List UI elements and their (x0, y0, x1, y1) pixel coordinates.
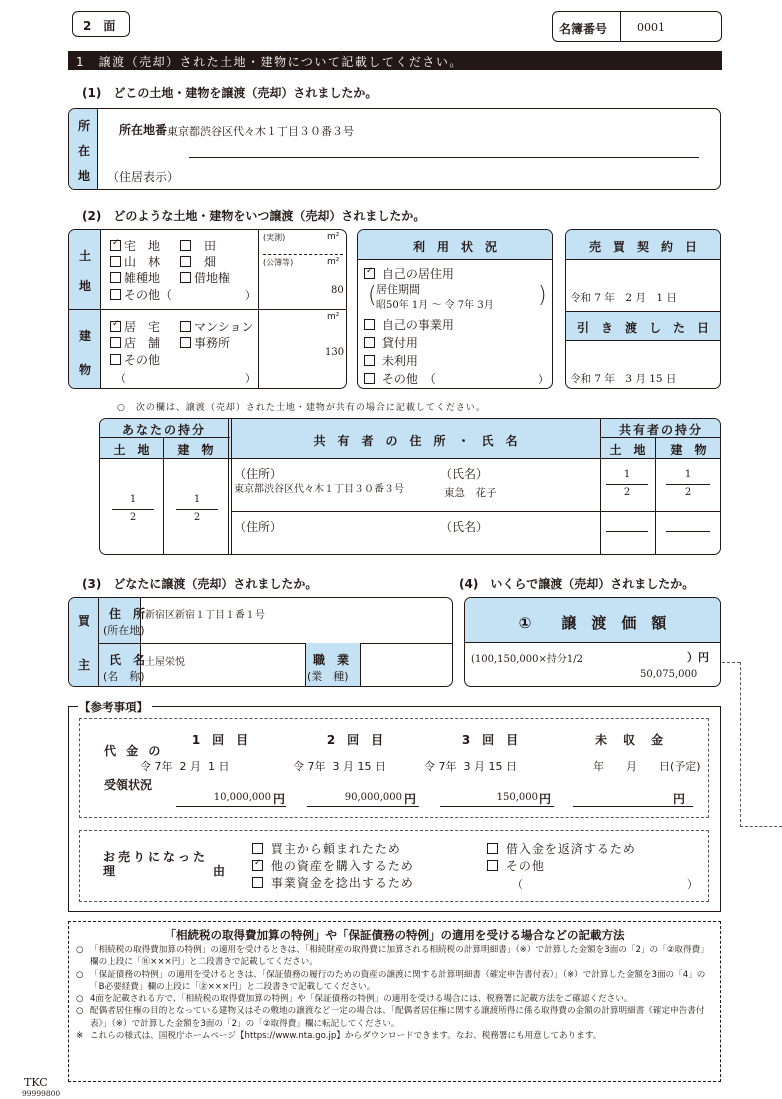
checkbox[interactable] (487, 843, 498, 854)
note-item: ○ 「相続税の取得費加算の特例」の適用を受けるときは、「相続財産の取得費に加算される相続税の計算明細書」（※）で計算した金額を3面の「2」の「②取得費」欄の上段に「㊓×××円」と二段書きで記載してください。 (76, 945, 709, 968)
coowner-2-name-label: （氏名） (440, 520, 489, 534)
building-side-label-2: 物 (79, 363, 92, 377)
building-option-house[interactable]: ✓居 宅 (110, 318, 160, 335)
coowner-2-share-building[interactable] (666, 516, 710, 534)
checkbox[interactable] (487, 860, 498, 871)
lot-number-value[interactable]: 東京都渋谷区代々木１丁目３０番３号 (167, 125, 354, 138)
installment-3-yen: 円 (539, 792, 552, 806)
buyer-side-label-1: 買 (78, 614, 91, 628)
building-side-label-1: 建 (79, 329, 92, 343)
your-share-land[interactable]: 1 2 (112, 494, 154, 523)
q3-title: (3) どなたに譲渡（売却）されましたか。 (82, 577, 318, 591)
checkbox[interactable] (252, 843, 263, 854)
handover-date-value[interactable]: 令和 7 年 3 月 15 日 (570, 373, 677, 385)
usage-self-residence[interactable]: ✓ 自己の居住用 (364, 265, 454, 282)
reference-title: 【参考事項】 (79, 700, 148, 714)
payment-label-2: 受領状況 (104, 778, 153, 792)
coowner-share-header: 共有者の持分 (618, 423, 703, 437)
building-option-office[interactable]: 事務所 (180, 334, 230, 351)
registry-label: (公簿等) (263, 258, 294, 267)
notes-title: 「相続税の取得費加算の特例」や「保証債務の特例」の適用を受ける場合などの記載方法 (164, 928, 625, 942)
residence-period-label: 居住期間 (376, 283, 420, 296)
sale-reason-label-2a: 理 (103, 864, 116, 878)
checkbox[interactable] (364, 355, 375, 366)
location-side-label-1: 所 (78, 119, 91, 133)
note-item: ○ 4面を記載される方で、「相続税の取得費加算の特例」や「保証債務の特例」の適用を受ける場合には、税務署に記載方法をご確認ください。 (76, 994, 633, 1005)
coowner-table (99, 418, 721, 555)
land-option-paddy[interactable]: 田 (180, 237, 216, 254)
uncollected-yen: 円 (673, 792, 686, 806)
section-title: 1 譲渡（売却）された土地・建物について記載してください。 (76, 55, 463, 69)
checkbox-checked[interactable] (110, 321, 121, 332)
installment-2-amount[interactable]: 90,000,000 (344, 792, 402, 803)
section-title-bar (68, 51, 722, 70)
usage-box (357, 229, 553, 389)
property-type-box (68, 229, 347, 389)
connector-line (722, 662, 740, 663)
sale-reason-label-1: お売りになった (103, 850, 209, 864)
uncollected-header: 未 収 金 (594, 733, 665, 747)
buyer-name-sublabel: (名 称) (103, 670, 145, 683)
coowner-1-share-land[interactable]: 1 2 (606, 469, 648, 498)
your-share-building-header: 建 物 (177, 443, 214, 457)
location-side-label-2: 在 (78, 144, 91, 158)
buyer-name-label: 氏 名 (109, 653, 146, 667)
sale-reason-label-2b: 由 (213, 864, 226, 878)
location-box (68, 108, 721, 190)
coowner-2-address-label: （住所） (234, 520, 283, 534)
land-side-label-2: 地 (79, 279, 92, 293)
buyer-address-label: 住 所 (109, 607, 146, 621)
usage-other-close: ） (538, 373, 549, 386)
checkbox-checked[interactable] (364, 268, 375, 279)
your-share-building[interactable]: 1 2 (176, 494, 218, 523)
building-other-close: ） (245, 372, 256, 385)
land-option-forest[interactable]: 山 林 (110, 253, 160, 270)
q2-title: (2) どのような土地・建物をいつ譲渡（売却）されましたか。 (82, 209, 426, 223)
page-number: 2 面 (83, 19, 116, 33)
uncollected-date[interactable]: 年 月 日(予定) (593, 760, 701, 773)
price-header: ① 譲 渡 価 額 (518, 614, 667, 632)
coowner-name-header: 共 有 者 の 住 所 ・ 氏 名 (313, 434, 518, 448)
price-amount[interactable]: 50,075,000 (640, 669, 698, 680)
location-side-label-3: 地 (78, 169, 91, 183)
q4-title: (4) いくらで譲渡（売却）されましたか。 (459, 577, 695, 591)
lot-number-label: 所在地番 (119, 123, 168, 137)
installment-2-date[interactable]: 令 7年 3 月 15 日 (293, 760, 386, 773)
usage-other[interactable]: その他 （ (364, 370, 436, 387)
land-other-close: ） (245, 289, 256, 302)
coowner-1-name[interactable]: 東急 花子 (444, 487, 497, 499)
coowner-share-land-header: 土 地 (609, 443, 646, 457)
contract-date-header: 売 買 契 約 日 (588, 240, 697, 254)
building-other-open: （ (115, 372, 126, 385)
note-item: ○ 「保証債務の特例」の適用を受けるときは、「保証債務の履行のための資産の譲渡に関する計算明細書（確定申告書付表）」（※）で計算した金額を3面の「4」の「B必要経費」欄の上段に「㊎×××円」と二段書きで記載してください。 (76, 969, 706, 992)
building-option-other[interactable]: その他 (110, 351, 160, 368)
installment-3-header: 3 回 目 (461, 733, 519, 747)
usage-rental[interactable]: 貸付用 (364, 334, 418, 351)
building-area-unit: m² (327, 312, 340, 322)
reason-other[interactable]: その他 (487, 857, 545, 874)
buyer-side-label-2: 主 (78, 658, 91, 672)
coowner-1-name-label: （氏名） (440, 467, 489, 481)
reason-raise-business-funds[interactable]: 事業資金を捻出するため (252, 874, 414, 891)
reason-repay-loan[interactable]: 借入金を返済するため (487, 840, 636, 857)
residence-period-value[interactable]: 昭50年 1月 ～ 令 7年 3月 (376, 300, 494, 311)
land-option-field[interactable]: 畑 (180, 253, 216, 270)
checkbox[interactable] (180, 272, 191, 283)
checkbox[interactable] (180, 321, 191, 332)
connector-line-bottom (740, 826, 782, 827)
checkbox[interactable] (110, 272, 121, 283)
checkbox[interactable] (180, 240, 191, 251)
note-item: ○ 配偶者居住権の目的となっている建物又はその敷地の譲渡など一定の場合は、「配偶者居住権に関する譲渡所得に係る取得費の金額の計算明細書《確定申告書付表》」（※）で計算した金額を3面の「2」の「②取得費」欄に転記してください。 (76, 1006, 705, 1029)
residence-label: （住居表示） (107, 170, 180, 184)
installment-1-date[interactable]: 令 7年 2 月 1 日 (140, 760, 230, 773)
reason-other-close: ） (687, 878, 698, 891)
contract-date-value[interactable]: 令和 7 年 2 月 1 日 (570, 292, 677, 304)
checkbox[interactable] (180, 256, 191, 267)
checkbox[interactable] (364, 319, 375, 330)
checkbox-checked[interactable] (110, 240, 121, 251)
installment-3-date[interactable]: 令 7年 3 月 15 日 (424, 760, 517, 773)
land-side-label-1: 土 (79, 249, 92, 263)
buyer-name-value[interactable]: 土屋栄悦 (145, 657, 185, 668)
coowner-1-address-label: （住所） (234, 467, 283, 481)
price-formula[interactable]: (100,150,000×持分1/2 (471, 654, 583, 665)
handover-date-header: 引 き 渡 し た 日 (576, 321, 709, 335)
registry-unit: m² (327, 257, 340, 267)
checkbox[interactable] (364, 373, 375, 384)
building-option-shop[interactable]: 店 舗 (110, 334, 160, 351)
usage-unused[interactable]: 未利用 (364, 352, 418, 369)
checkbox[interactable] (110, 337, 121, 348)
installment-1-yen: 円 (273, 792, 286, 806)
land-option-other[interactable]: その他（ (110, 286, 172, 303)
period-paren-close: ) (538, 283, 547, 308)
reason-other-open: （ (512, 878, 523, 891)
notes-list (76, 944, 716, 1042)
installment-2-yen: 円 (404, 792, 417, 806)
usage-header: 利 用 状 況 (412, 240, 497, 254)
footer-code: 99999800 (22, 1089, 61, 1098)
checkbox-checked[interactable] (252, 860, 263, 871)
checkbox[interactable] (110, 354, 121, 365)
reason-buy-other-asset[interactable]: ✓ 他の資産を購入するため (252, 857, 414, 874)
price-formula-close: ）円 (687, 651, 709, 664)
installment-2-header: 2 回 目 (326, 733, 384, 747)
land-area-value[interactable]: 80 (331, 285, 344, 296)
footer-brand: TKC (24, 1076, 48, 1089)
period-paren-open: ( (368, 283, 377, 308)
coowner-note: ○ 次の欄は、譲渡（売却）された土地・建物が共有の場合に記載してください。 (117, 403, 486, 413)
page-number-box (72, 11, 130, 37)
register-number-value: 0001 (637, 21, 665, 34)
checkbox[interactable] (180, 337, 191, 348)
coowner-2-share-land[interactable] (606, 516, 648, 534)
land-option-misc[interactable]: 雑種地 (110, 269, 160, 286)
price-box (464, 597, 721, 687)
coowner-share-building-header: 建 物 (670, 443, 707, 457)
buyer-address-value[interactable]: 新宿区新宿１丁目１番１号 (145, 610, 265, 621)
q1-title: (1) どこの土地・建物を譲渡（売却）されましたか。 (82, 86, 378, 100)
land-option-leasehold[interactable]: 借地権 (180, 269, 230, 286)
payment-label-1: 代 金 の (104, 744, 164, 758)
connector-line-vertical (740, 662, 741, 827)
coowner-1-share-building[interactable]: 1 2 (666, 469, 710, 498)
land-option-residential[interactable]: ✓宅 地 (110, 237, 160, 254)
building-area-value[interactable]: 130 (325, 347, 345, 358)
usage-business[interactable]: 自己の事業用 (364, 316, 454, 333)
checkbox[interactable] (110, 256, 121, 267)
register-number-label: 名簿番号 (559, 22, 608, 36)
checkbox[interactable] (110, 289, 121, 300)
coowner-1-address[interactable]: 東京都渋谷区代々木１丁目３０番３号 (234, 484, 404, 495)
installment-1-header: 1 回 目 (191, 733, 249, 747)
your-share-land-header: 土 地 (113, 443, 150, 457)
buyer-job-label: 職 業 (313, 653, 350, 667)
buyer-box (68, 597, 453, 687)
installment-3-amount[interactable]: 150,000 (496, 792, 538, 803)
installment-1-amount[interactable]: 10,000,000 (213, 792, 271, 803)
measured-label: (実測) (263, 233, 286, 242)
buyer-job-sublabel: (業 種) (307, 670, 349, 683)
checkbox[interactable] (252, 877, 263, 888)
dates-box (565, 229, 721, 389)
note-item: ※ これらの様式は、国税庁ホームページ【https://www.nta.go.jp】からダウンロードできます。なお、税務署にも用意してあります。 (76, 1031, 602, 1042)
buyer-address-sublabel: (所在地) (103, 624, 145, 637)
measured-unit: m² (327, 232, 340, 242)
your-share-header: あなたの持分 (121, 423, 206, 437)
building-option-condo[interactable]: マンション (180, 318, 253, 335)
reason-requested-by-buyer[interactable]: 買主から頼まれたため (252, 840, 401, 857)
register-number-box (552, 11, 722, 42)
checkbox[interactable] (364, 337, 375, 348)
